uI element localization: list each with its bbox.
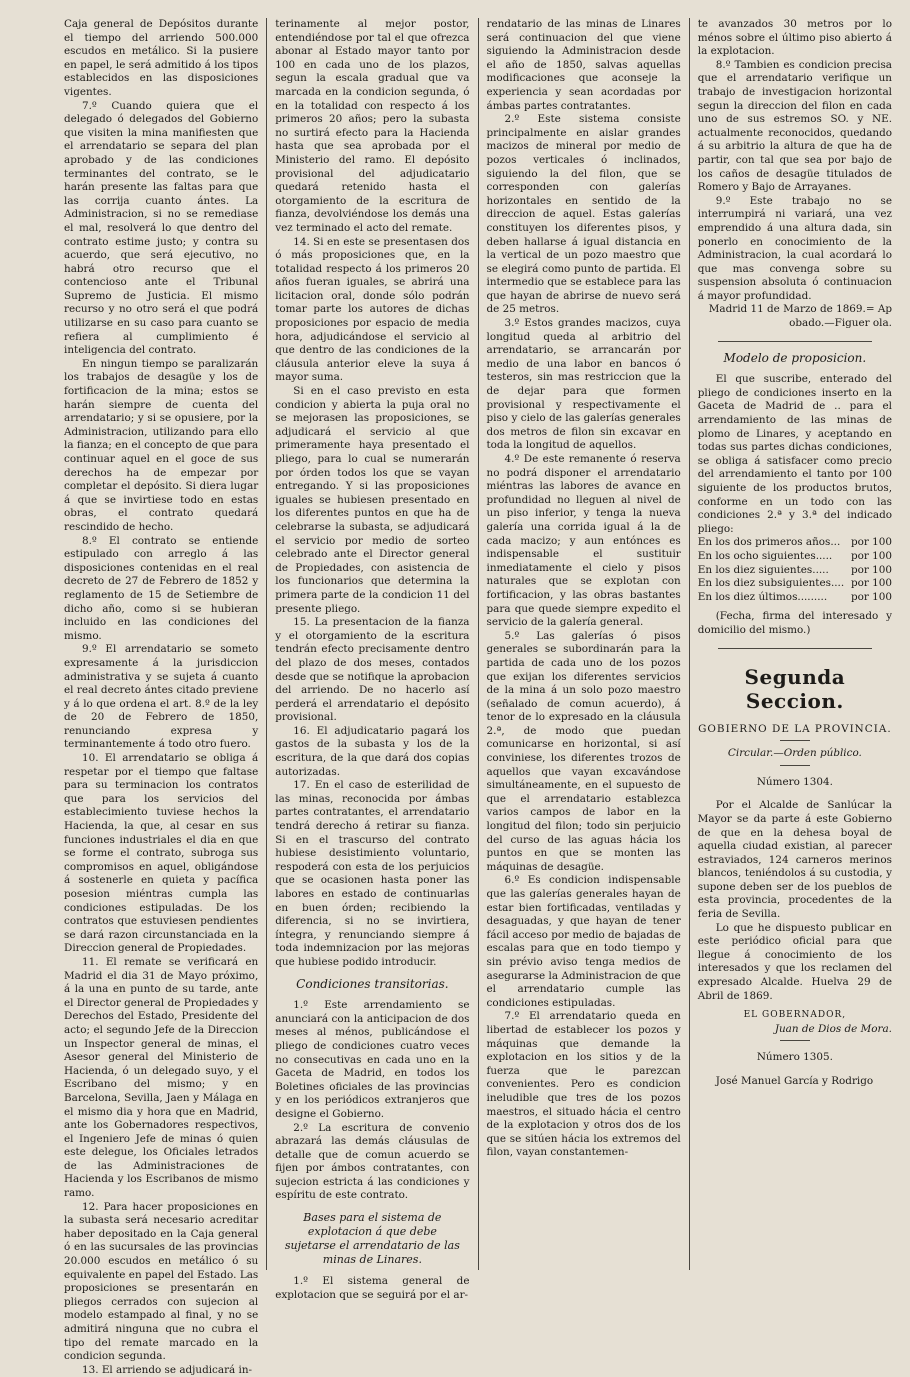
paragraph: 5.º Las galerías ó pisos generales se subordinarán para la partida de cada uno de los pozos que exijan los diferentes servicios de la mina á un solo pozo maestro (señalado de comun acuerdo), á tenor de lo expresado en la cláusula 2.ª, de modo que puedan comunicarse en horizontal, si así conviniese, los diferentes trozos de aquellos que vayan excavándose simultáneamente, en el supuesto de que el arrendatario establezca varios campos de labor en la longitud del filon; todo sin perjuicio del curso de las aguas hácia los puntos en que se monten las máquinas de desagüe.: [486, 629, 681, 873]
divider: [718, 648, 872, 649]
rate-value: por 100: [850, 549, 892, 562]
divider: [718, 341, 872, 342]
paragraph: rendatario de las minas de Linares será continuacion del que viene siguiendo la Administracion desde el año de 1850, salvas aquellas modificaciones que aconseje la experiencia y sean acordadas por ámbas partes contratantes.: [486, 18, 681, 112]
rate-label: En los dos primeros años...: [697, 536, 841, 549]
paragraph: 9.º El arrendatario se someto expresamente á la jurisdiccion administrativa y se sujeta á cuanto el real decreto ántes citado previene y á lo que ordena el art. 8.º de la ley de 20 de Febrero de 1850, renunciando expresa y terminantemente á todo otro fuero.: [64, 643, 259, 751]
column-2: [266, 18, 477, 1301]
paragraph: 4.º De este remanente ó reserva no podrá disponer el arrendatario miéntras las labores de avance en profundidad no lleguen al nivel de un piso inferior, y tenga la nueva galería una corrida igual á la de cada macizo; y aun entónces es indispensable el sustituir inmediatamente el cielo y pisos naturales que se explotan con fortificacion, y las obras bastantes para que quede siempre expedito el servicio de la galería general.: [486, 453, 681, 629]
rate-label: En los ocho siguientes.....: [697, 549, 833, 562]
paragraph: 1.º El sistema general de explotacion que se seguirá por el ar-: [275, 1275, 470, 1301]
governor-name: Juan de Dios de Mora.: [774, 1022, 892, 1035]
paragraph: 9.º Este trabajo no se interrumpirá ni variará, una vez emprendido á una altura dada, sin ponerlo en conocimiento de la Administracion, la cual acordará lo que mas convenga sobre su suspension absoluta ó continuacion á mayor profundidad.: [697, 194, 892, 302]
paragraph: 15. La presentacion de la fianza y el otorgamiento de la escritura tendrán efecto precisamente dentro del plazo de dos meses, contados desde que se notifique la aprobacion del arriendo. De no hacerlo así perderá el arrendatario el depósito provisional.: [275, 616, 470, 724]
paragraph: Lo que he dispuesto publicar en este periódico oficial para que llegue á conocimiento de los interesados y que los reclamen del expresado Alcalde. Huelva 29 de Abril de 1869.: [697, 921, 892, 1002]
rate-label: En los diez subsiguientes....: [697, 577, 845, 590]
paragraph: 7.º El arrendatario queda en libertad de establecer los pozos y máquinas que demande la explotacion en los sitios y de la fuerza que le parezcan convenientes. Pero es condicion ineludible que tres de los pozos maestros, el situado hácia el centro de la explotacion y otros dos de los que se sitúen hácia los extremos del filon, vayan constantemen-: [486, 1010, 681, 1159]
paragraph: 6.º Es condicion indispensable que las galerías generales hayan de estar bien fortificadas, ventiladas y desaguadas, y que hayan de tener fácil acceso por medio de bajadas de escalas para que en todo tiempo y sin prévio aviso tenga medios de asegurarse la Administracion de que el arrendatario cumple las condiciones estipuladas.: [486, 874, 681, 1009]
divider: [780, 740, 810, 741]
column-3: [478, 18, 689, 1270]
governor-label: EL GOBERNADOR,: [743, 1010, 847, 1021]
paragraph: 2.º La escritura de convenio abrazará las demás cláusulas de detalle que de comun acuerdo se fijen por ámbos contratantes, con sujecion estricta á las condiciones y espíritu de este contrato.: [275, 1121, 470, 1202]
paragraph: 14. Si en este se presentasen dos ó más proposiciones que, en la totalidad respecto á los primeros 20 años fueran iguales, se abrirá una licitacion oral, donde sólo podrán tomar parte los autores de dichas proposiciones por espacio de media hora, adjudicándose el servicio al que dentro de las condiciones de la cláusula anterior eleve la suya á mayor suma.: [275, 235, 470, 384]
paragraph: 11. El remate se verificará en Madrid el dia 31 de Mayo próximo, á la una en punto de su tarde, ante el Director general de Propiedades y Derechos del Estado, Presidente del acto; el segundo Jefe de la Direccion un Inspector general de minas, el Asesor general del Ministerio de Hacienda, ó un delegado suyo, y el Escribano del mismo; y en Barcelona, Sevilla, Jaen y Málaga en el mismo dia y hora que en Madrid, ante los Gobernadores respectivos, el Ingeniero Jefe de minas ó quien este delegue, los Oficiales letrados de las Administraciones de Hacienda y los Escribanos de mismo ramo.: [64, 955, 259, 1200]
date-signature: Madrid 11 de Marzo de 1869.= Ap obado.—Figuer ola.: [708, 303, 892, 330]
column-4: [689, 18, 900, 1270]
paragraph: José Manuel García y Rodrigo: [715, 1075, 874, 1087]
rate-label: En los diez últimos.........: [697, 590, 828, 603]
paragraph: 1.º Este arrendamiento se anunciará con la anticipacion de dos meses al ménos, publicándose el pliego de condiciones cuatro veces no consecutivas en cada uno en la Gaceta de Madrid, en todos los Boletines oficiales de las provincias y en los periódicos extranjeros que designe el Gobierno.: [275, 999, 470, 1120]
section-heading: Bases para el sistema de explotacion á que debe sujetarse el arrendatario de las minas de Linares.: [284, 1211, 460, 1267]
paragraph: 13. El arriendo se adjudicará in-: [82, 1363, 253, 1376]
paragraph: (Fecha, firma del interesado y domicilio del mismo.): [697, 610, 892, 636]
paragraph: 8.º Tambien es condicion precisa que el arrendatario verifique un trabajo de investigacion horizontal segun la direccion del filon en cada uno de sus estremos SO. y NE. actualmente reconocidos, quedando á su arbitrio la altura de que ha de partir, con tal que sea por bajo de los caños de desagüe titulados de Romero y Bajo de Arrayanes.: [697, 58, 892, 194]
paragraph: terinamente al mejor postor, entendiéndose por tal el que ofrezca abonar al Estado mayor tanto por 100 en cada uno de los plazos, segun la escala gradual que va marcada en la condicion segunda, ó en la totalidad con respecto á los primeros 20 años; pero la subasta no surtirá efecto para la Hacienda hasta que sea aprobada por el Ministerio del ramo. El depósito provisional del adjudicatario quedará retenido hasta el otorgamiento de la escritura de fianza, devolviéndose los demás una vez terminado el acto del remate.: [275, 18, 470, 234]
notice-number: Número 1305.: [756, 1051, 833, 1064]
subsection-title: GOBIERNO DE LA PROVINCIA.: [698, 722, 892, 735]
rate-value: por 100: [850, 536, 892, 549]
paragraph: 8.º El contrato se entiende estipulado con arreglo á las disposiciones contenidas en el real decreto de 27 de Febrero de 1852 y reglamento de 15 de Setiembre de dicho año, como si se hubieran incluido en las condiciones del mismo.: [64, 534, 259, 642]
notice-number: Número 1304.: [756, 775, 833, 788]
paragraph: 7.º Cuando quiera que el delegado ó delegados del Gobierno que visiten la mina manifiesten que el arrendatario se separa del plan aprobado y de las condiciones terminantes del contrato, se le harán presente las faltas para que las corrija cuanto ántes. La Administracion, si no se remediase el mal, resolverá lo que dentro del contrato estime justo; y contra su acuerdo, que será ejecutivo, no habrá otro recurso que el contencioso ante el Tribunal Supremo de Justicia. El mismo recurso y no otro será el que podrá utilizarse en su caso para cuanto se refiera al cumplimiento é inteligencia del contrato.: [64, 99, 259, 357]
paragraph: 3.º Estos grandes macizos, cuya longitud queda al arbitrio del arrendatario, se arrancarán por medio de una labor en bancos ó testeros, sin mas restriccion que la de dejar para que formen provisional y respectivamente el piso y cielo de las galerías generales dos metros de filon sin excavar en toda la longitud de aquellos.: [486, 317, 681, 452]
rate-row: [698, 536, 892, 550]
divider: [780, 1040, 810, 1041]
paragraph: 12. Para hacer proposiciones en la subasta será necesario acreditar haber depositado en la Caja general ó en las sucursales de las provincias 20.000 escudos en metálico ó su equivalente en papel del Estado. Las proposiciones se presentarán en pliegos cerrados con sujecion al modelo estampado al final, y no se admitirá ninguna que no cubra el tipo del remate marcado en la condicion segunda.: [64, 1200, 259, 1363]
paragraph: 2.º Este sistema consiste principalmente en aislar grandes macizos de mineral por medio de pozos verticales ó inclinados, siguiendo la del filon, que se corresponden con galerías horizontales en sentido de la direccion de aquel. Estas galerías constituyen los diferentes pisos, y deben hallarse á igual distancia en la vertical de un pozo maestro que se elegirá como punto de partida. El intermedio que se establece para las que hayan de abrirse de nuevo será de 25 metros.: [486, 113, 681, 316]
column-1: [56, 18, 266, 1376]
paragraph: 17. En el caso de esterilidad de las minas, reconocida por ámbas partes contratantes, el arrendatario tendrá derecho á retirar su fianza. Si en el trascurso del contrato hubiese desistimiento voluntario, respoderá con esta de los perjuicios que se ocasionen hasta poner las labores en estado de continuarlas en buen órden; recibiendo la diferencia, si no se invirtiera, íntegra, y renunciando siempre á toda indemnizacion por las mejoras que hubiese podido introducir.: [275, 779, 470, 968]
rate-row: [698, 577, 892, 591]
divider: [780, 765, 810, 766]
paragraph: El que suscribe, enterado del pliego de condiciones inserto en la Gaceta de Madrid de .. para el arrendamiento de las minas de plomo de Linares, y aceptando en todas sus partes dichas condiciones, se obliga á satisfacer como precio del arrendamiento el tanto por 100 siguiente de los productos brutos, conforme en un todo con las condiciones 2.ª y 3.ª del indicado pliego:: [697, 373, 892, 535]
rate-row: [698, 564, 892, 578]
paragraph: 16. El adjudicatario pagará los gastos de la subasta y los de la escritura, de la que dará dos copias autorizadas.: [275, 724, 470, 778]
section-title: Segunda Seccion.: [744, 664, 846, 713]
paragraph: En ningun tiempo se paralizarán los trabajos de desagüe y los de fortificacion de la mina; estos se harán siempre de cuenta del arrendatario; y si se opusiere, por la Administracion, utilizando para ello la fianza; en el concepto de que para continuar aquel en el goce de sus derechos ha de empezar por completar el depósito. Si diera lugar á que se invirtiese todo en estas obras, el contrato quedará rescindido de hecho.: [64, 357, 259, 533]
model-heading: Modelo de proposicion.: [723, 350, 867, 365]
paragraph: Caja general de Depósitos durante el tiempo del arriendo 500.000 escudos en metálico. Si la pusiere en papel, le será admitido á los tipos establecidos en las disposiciones vigentes.: [64, 18, 259, 98]
section-heading: Condiciones transitorias.: [296, 976, 449, 991]
circular-title: Circular.—Orden público.: [727, 747, 862, 760]
rate-row: [698, 550, 892, 564]
paragraph: Por el Alcalde de Sanlúcar la Mayor se da parte á este Gobierno de que en la dehesa boyal de aquella ciudad existian, al parecer estraviados, 124 carneros merinos blancos, teniéndolos á su custodia, y supone deben ser de los pueblos de esta provincia, procedentes de la feria de Sevilla.: [697, 799, 892, 921]
paragraph: Si en el caso previsto en esta condicion y abierta la puja oral no se mejorasen las proposiciones, se adjudicará el servicio al que primeramente haya presentado el pliego, para lo cual se numerarán por órden todos los que se vayan entregando. Y si las proposiciones iguales se hubiesen presentado en los diferentes puntos en que ha de celebrarse la subasta, se adjudicará el servicio por medio de sorteo celebrado ante el Director general de Propiedades, con asistencia de los funcionarios que determina la primera parte de la condicion 11 del presente pliego.: [275, 385, 470, 615]
rate-value: por 100: [850, 590, 892, 603]
rate-label: En los diez siguientes.....: [697, 563, 829, 576]
paragraph: te avanzados 30 metros por lo ménos sobre el último piso abierto á la explotacion.: [697, 18, 892, 58]
rate-value: por 100: [850, 577, 892, 590]
rate-row: [698, 591, 892, 605]
rate-value: por 100: [850, 563, 892, 576]
paragraph: 10. El arrendatario se obliga á respetar por el tiempo que faltase para su terminacion los contratos que para los servicios del establecimiento tuviese hechos la Hacienda, la que, al cesar en sus funciones industriales el dia en que se forme el contrato, subroga sus compromisos en aquel, obligándose á sostenerle en quieta y pacífica posesion miéntras cumpla las condiciones estipuladas. De los contratos que estuviesen pendientes se dará razon circunstanciada en la Direccion general de Propiedades.: [64, 752, 259, 955]
